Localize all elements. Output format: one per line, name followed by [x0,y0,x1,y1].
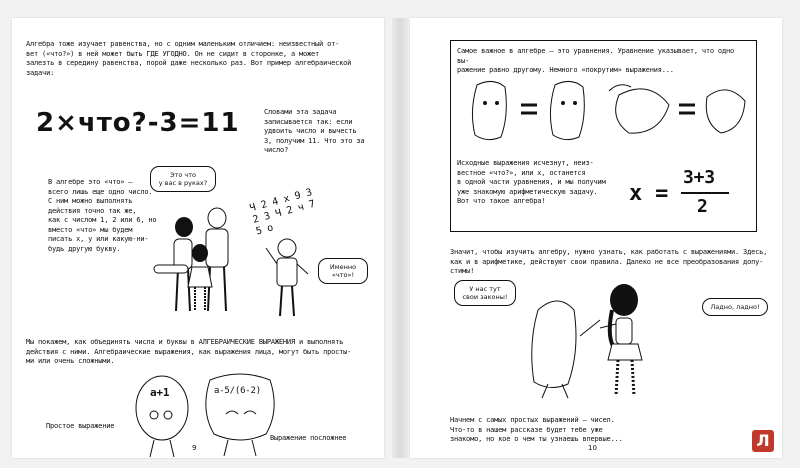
equation-numerator: 3+3 [683,167,715,188]
speech-bubble-answer: Именно «что»! [318,258,368,284]
label-complex-expression: Выражение посложнее [270,434,347,442]
right-page [410,18,782,458]
solved-equation [629,167,739,223]
publisher-logo-icon: Л [752,430,774,452]
book-gutter [392,18,408,458]
page-number-right: 10 [588,444,597,452]
boy-illustration [262,238,312,318]
equation-x-equals: x = [629,181,669,206]
page-number-left: 9 [192,444,197,452]
label-simple-expression: Простое выражение [46,422,115,430]
expressions-paragraph: Мы покажем, как объединять числа и буквы в АЛГЕБРАИЧЕСКИЕ ВЫРАЖЕНИЯ и выполнять действия с ними. Алгебраические выражения, как выражения лица, могут быть просты- ми или очень сложными. [26,338,352,365]
expressions-balancing-illustration [459,75,749,145]
panel-text-top: Самое важное в алгебре — это уравнения. Уравнение указывает, что одно вы- ражение равно другому. Немного «покрутим» выражения... [457,47,734,74]
fraction-bar [681,192,729,194]
complex-expression-text: a-5/(6-2) [214,386,261,396]
left-page [12,18,384,458]
kids-illustration [162,203,262,318]
speech-bubble-question: Это что у вас в руках? [150,166,216,192]
simple-expression-text: a+1 [150,386,170,399]
side-paragraph: В алгебре это «что» — всего лишь еще одно число. С ним можно выполнять действия точно так же, как с числом 1, 2 или 6, но вместо «что» мы будем писать x, y или какую-ни- будь другую букву. [48,178,157,253]
bottom-paragraph: Начнем с самых простых выражений — чисел. Что-то в нашем рассказе будет тебе уже знакомо, но кое о чем ты узнаешь впервые... [450,416,623,443]
expression-and-girl-illustration [520,280,740,400]
rules-paragraph: Значит, чтобы изучить алгебру, нужно узнать, как работать с выражениями. Здесь, как и в арифметике, действуют свои правила. Далеко не все преобразования допу- стимы! [450,248,768,275]
complex-expression-character [200,370,280,458]
big-equation: 2×что?-3=11 [36,108,240,138]
floating-symbols: Ч 2 4 х 9 3 2 3 Ч 2 ч 7 5 о [248,187,317,238]
panel-text-bottom: Исходные выражения исчезнут, неиз- вестное «что?», или x, останется в одной части уравнения, и мы получим уже знакомую арифметическую задачу. Вот что такое алгебра! [457,159,606,205]
speech-bubble-laws: У нас тут свои законы! [454,280,516,306]
equation-denominator: 2 [697,196,708,217]
speech-bubble-okay: Ладно, ладно! [702,298,768,316]
equation-panel [450,40,757,232]
intro-paragraph: Алгебра тоже изучает равенства, но с одним маленьким отличием: неизвестный от- вет («что?») в ней может быть ГДЕ УГОДНО. Он не сидит в сторонке, а может залезть в середину равенства, порой даже несколько раз. Вот пример алгебраической задачи: [26,40,352,77]
equation-note: Словами эта задача записывается так: если удвоить число и вычесть 3, получим 11. Что это за число? [264,108,365,154]
